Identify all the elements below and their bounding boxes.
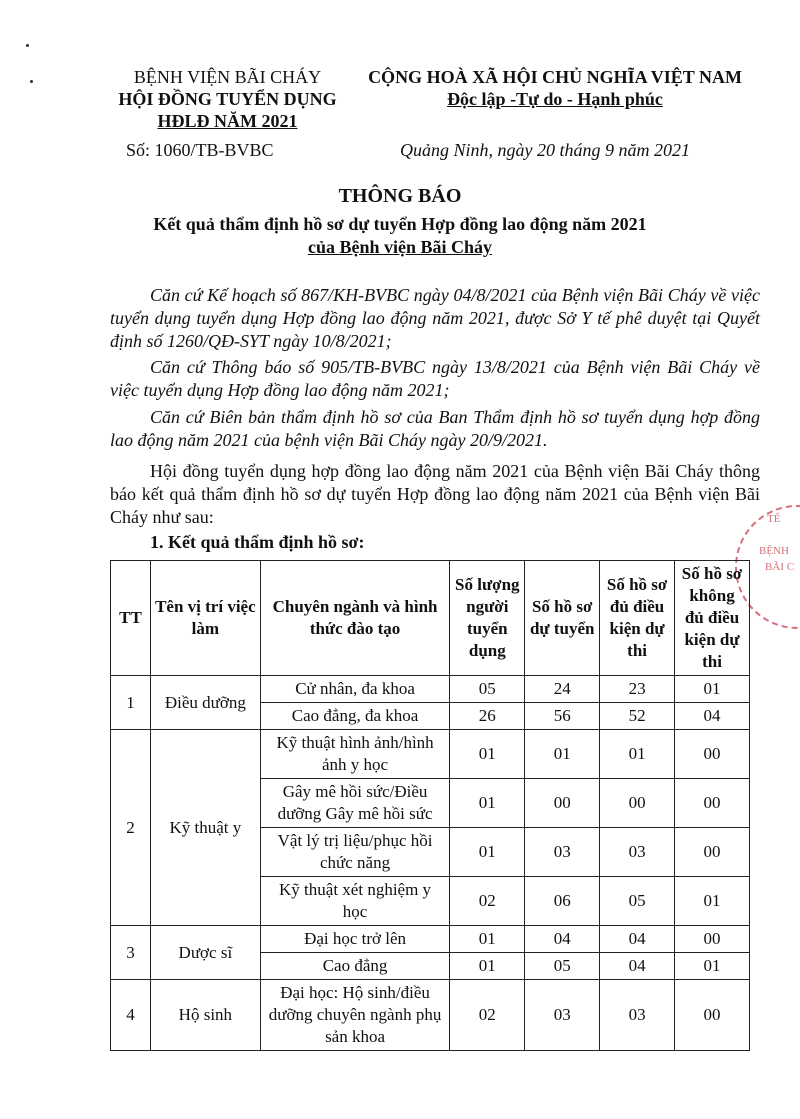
basis-paragraph-3: Căn cứ Biên bản thẩm định hồ sơ của Ban Thẩm định hồ sơ tuyển dụng hợp đồng lao động năm 2021 của bệnh viện Bãi Cháy ngày 20/9/2021. (110, 407, 760, 450)
basis-paragraph-2: Căn cứ Thông báo số 905/TB-BVBC ngày 13/8/2021 của Bệnh viện Bãi Cháy về việc tuyển dụng Hợp đồng lao động năm 2021; (110, 357, 760, 400)
cell-eligible: 03 (600, 980, 675, 1051)
cell-ineligible: 00 (675, 828, 750, 877)
header-left (100, 66, 355, 132)
header-applications: Số hồ sơ dự tuyển (525, 561, 600, 676)
cell-applications: 56 (525, 703, 600, 730)
table-row (111, 926, 750, 953)
cell-quota: 01 (450, 828, 525, 877)
section-title: 1. Kết quả thẩm định hồ sơ: (150, 532, 365, 552)
cell-ineligible: 01 (675, 676, 750, 703)
header-tt: TT (111, 561, 151, 676)
cell-ineligible: 00 (675, 926, 750, 953)
cell-major: Kỹ thuật hình ảnh/hình ảnh y học (260, 730, 450, 779)
table-header-row (111, 561, 750, 676)
cell-tt: 2 (111, 730, 151, 926)
cell-eligible: 52 (600, 703, 675, 730)
header-right (355, 66, 755, 110)
cell-major: Cử nhân, đa khoa (260, 676, 450, 703)
results-table (110, 560, 750, 1051)
cell-applications: 06 (525, 877, 600, 926)
document-subtitle-line2: của Bệnh viện Bãi Cháy (307, 237, 493, 257)
header-major: Chuyên ngành và hình thức đào tạo (260, 561, 450, 676)
cell-applications: 05 (525, 953, 600, 980)
cell-applications: 03 (525, 980, 600, 1051)
cell-applications: 04 (525, 926, 600, 953)
header-quota: Số lượng người tuyển dụng (450, 561, 525, 676)
cell-ineligible: 01 (675, 953, 750, 980)
document-subtitle-line1: Kết quả thẩm định hồ sơ dự tuyển Hợp đồng lao động năm 2021 (153, 214, 647, 234)
cell-position: Dược sĩ (150, 926, 260, 980)
cell-quota: 01 (450, 926, 525, 953)
cell-eligible: 03 (600, 828, 675, 877)
cell-major: Kỹ thuật xét nghiệm y học (260, 877, 450, 926)
cell-applications: 00 (525, 779, 600, 828)
cell-tt: 1 (111, 676, 151, 730)
official-stamp: TẾ BỆNH BÃI C (735, 505, 800, 629)
document-date: Quảng Ninh, ngày 20 tháng 9 năm 2021 (400, 140, 690, 160)
cell-applications: 03 (525, 828, 600, 877)
cell-position: Điều dưỡng (150, 676, 260, 730)
cell-quota: 01 (450, 730, 525, 779)
national-title: CỘNG HOÀ XÃ HỘI CHỦ NGHĨA VIỆT NAM (368, 67, 742, 87)
cell-quota: 01 (450, 779, 525, 828)
header-ineligible: Số hồ sơ không đủ điều kiện dự thi (675, 561, 750, 676)
cell-eligible: 05 (600, 877, 675, 926)
cell-eligible: 23 (600, 676, 675, 703)
header-eligible: Số hồ sơ đủ điều kiện dự thi (600, 561, 675, 676)
cell-ineligible: 00 (675, 730, 750, 779)
committee-name: HỘI ĐỒNG TUYỂN DỤNG (118, 89, 337, 109)
cell-quota: 05 (450, 676, 525, 703)
cell-quota: 02 (450, 980, 525, 1051)
cell-ineligible: 04 (675, 703, 750, 730)
cell-eligible: 01 (600, 730, 675, 779)
committee-year: HĐLĐ NĂM 2021 (157, 111, 298, 131)
cell-quota: 26 (450, 703, 525, 730)
cell-applications: 01 (525, 730, 600, 779)
cell-major: Cao đẳng (260, 953, 450, 980)
cell-tt: 4 (111, 980, 151, 1051)
document-number: Số: 1060/TB-BVBC (126, 140, 274, 160)
cell-position: Kỹ thuật y (150, 730, 260, 926)
table-row (111, 730, 750, 779)
scan-speck (30, 80, 33, 83)
cell-tt: 3 (111, 926, 151, 980)
cell-major: Đại học trở lên (260, 926, 450, 953)
national-motto: Độc lập -Tự do - Hạnh phúc (447, 89, 663, 109)
cell-quota: 02 (450, 877, 525, 926)
table-row (111, 980, 750, 1051)
cell-major: Vật lý trị liệu/phục hồi chức năng (260, 828, 450, 877)
basis-paragraph-1: Căn cứ Kế hoạch số 867/KH-BVBC ngày 04/8/2021 của Bệnh viện Bãi Cháy về việc tuyển dụng tuyển dụng Hợp đồng lao động năm 2021, được Sở Y tế phê duyệt tại Quyết định số 1260/QĐ-SYT ngày 10/8/2021; (110, 285, 760, 351)
document-title: THÔNG BÁO (338, 185, 462, 207)
cell-ineligible: 00 (675, 779, 750, 828)
cell-quota: 01 (450, 953, 525, 980)
cell-major: Gây mê hồi sức/Điều dưỡng Gây mê hồi sức (260, 779, 450, 828)
cell-applications: 24 (525, 676, 600, 703)
cell-ineligible: 01 (675, 877, 750, 926)
table-row (111, 676, 750, 703)
header-position: Tên vị trí việc làm (150, 561, 260, 676)
cell-eligible: 04 (600, 926, 675, 953)
cell-position: Hộ sinh (150, 980, 260, 1051)
cell-eligible: 04 (600, 953, 675, 980)
announcement-paragraph: Hội đồng tuyển dụng hợp đồng lao động năm 2021 của Bệnh viện Bãi Cháy thông báo kết quả thẩm định hồ sơ dự tuyển Hợp đồng lao động năm 2021 của Bệnh viện Bãi Cháy như sau: (110, 461, 760, 527)
scan-speck (26, 44, 29, 47)
cell-ineligible: 00 (675, 980, 750, 1051)
hospital-name: BỆNH VIỆN BÃI CHÁY (133, 67, 322, 87)
cell-major: Đại học: Hộ sinh/điều dưỡng chuyên ngành phụ sản khoa (260, 980, 450, 1051)
cell-eligible: 00 (600, 779, 675, 828)
cell-major: Cao đẳng, đa khoa (260, 703, 450, 730)
